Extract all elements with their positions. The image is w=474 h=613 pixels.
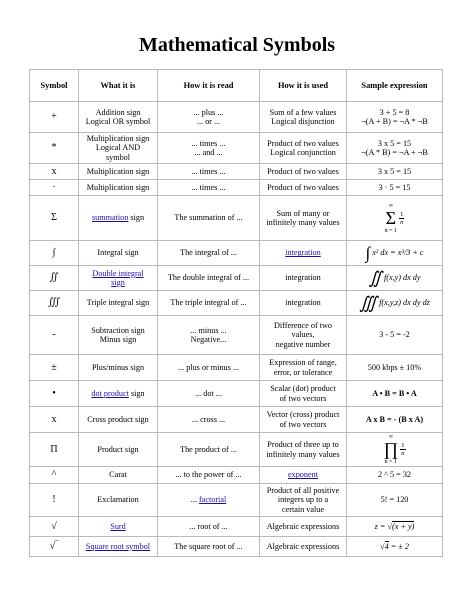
what-line: Multiplication sign	[86, 166, 150, 176]
read-line: Negative...	[190, 335, 227, 344]
what-cell	[79, 164, 158, 180]
used-line: Product of two values	[267, 166, 339, 176]
read-cell	[158, 407, 260, 433]
radicand: (x + y)	[391, 521, 415, 531]
what-cell	[79, 266, 158, 291]
what-line: Cross product sign	[87, 414, 149, 424]
table-row	[30, 266, 443, 291]
table-row	[30, 517, 443, 537]
read-cell	[158, 433, 260, 467]
read-line: ... times ...	[191, 166, 226, 176]
used-line: Product of two values	[267, 138, 339, 148]
symbol-cell: •	[30, 381, 79, 407]
used-line: Logical conjunction	[270, 148, 336, 157]
sample-line: 3 - 5 = -2	[379, 330, 410, 340]
used-line: of two vectors	[279, 393, 327, 403]
table-row	[30, 381, 443, 407]
what-cell	[79, 407, 158, 433]
used-line: negative number	[275, 339, 331, 349]
page-title: Mathematical Symbols	[138, 34, 336, 56]
sample-cell	[347, 381, 443, 407]
sample-cell	[347, 133, 443, 164]
what-cell	[79, 517, 158, 537]
used-cell	[260, 196, 347, 241]
header-read: How it is read	[158, 70, 260, 102]
sample-line: 3 x 5 = 15	[377, 166, 412, 176]
table-body	[30, 102, 443, 557]
read-cell	[158, 133, 260, 164]
read-cell	[158, 241, 260, 266]
what-rest: sign	[128, 388, 145, 398]
read-line: ... times ...	[191, 138, 226, 148]
sample-cell	[347, 180, 443, 196]
used-line: Expression of range,	[269, 358, 337, 368]
read-cell	[158, 180, 260, 196]
sample-cell	[347, 291, 443, 316]
sample-cell	[347, 196, 443, 241]
table-row	[30, 291, 443, 316]
radicand: 4	[384, 541, 389, 551]
fraction	[399, 211, 404, 226]
integral-operator: ∫	[365, 243, 371, 263]
read-line: ... dot ...	[195, 388, 222, 398]
what-cell	[79, 196, 158, 241]
what-cell	[79, 291, 158, 316]
sample-cell	[347, 241, 443, 266]
used-line: Sum of a few values	[269, 107, 337, 117]
read-line: ... cross ...	[191, 414, 226, 424]
read-line: ... to the power of ...	[175, 470, 242, 480]
operator-symbol: Σ	[385, 207, 397, 228]
symbol-cell: *	[30, 133, 79, 164]
surd-lhs: z =	[374, 521, 388, 531]
what-line: Multiplication sign	[86, 133, 150, 143]
sample-cell	[347, 407, 443, 433]
used-line: integration	[285, 298, 321, 308]
symbols-table	[29, 69, 443, 557]
table-row	[30, 407, 443, 433]
sample-line: ¬(A + B) = ¬A * ¬B	[361, 117, 428, 126]
used-line: Product of three up to	[267, 440, 339, 450]
used-line: error, or tolerance	[273, 367, 333, 377]
used-cell	[260, 241, 347, 266]
used-line: Algebraic expressions	[266, 521, 340, 531]
big-operator	[385, 202, 397, 235]
read-cell	[158, 291, 260, 316]
sample-cell	[347, 433, 443, 467]
read-line: The integral of ...	[180, 248, 237, 258]
sample-line: 2 ^ 5 = 32	[377, 470, 412, 480]
used-cell	[260, 467, 347, 484]
read-line: ... times ...	[191, 182, 226, 192]
read-cell	[158, 381, 260, 407]
sample-cell	[347, 517, 443, 537]
sample-line: 3 · 5 = 15	[378, 182, 411, 192]
used-line: Vector (cross) product	[266, 410, 340, 420]
read-link[interactable]: factorial	[198, 495, 227, 505]
read-line: The double integral of ...	[167, 273, 250, 283]
sample-line: 3 x 5 = 15	[377, 138, 412, 148]
what-cell	[79, 241, 158, 266]
what-rest: sign	[128, 213, 145, 223]
read-line: ... plus ...	[193, 107, 224, 117]
used-line: Logical disjunction	[271, 117, 335, 126]
used-line: infinitely many values	[266, 449, 340, 459]
read-cell	[158, 467, 260, 484]
header-what: What it is	[79, 70, 158, 102]
read-cell	[158, 537, 260, 557]
symbol-cell: √‾	[30, 537, 79, 557]
used-link[interactable]: exponent	[287, 470, 318, 480]
header-row	[30, 70, 443, 102]
big-operator	[383, 433, 398, 466]
symbol-cell: ∫	[30, 241, 79, 266]
read-line: ... root of ...	[189, 521, 228, 531]
sample-cell	[347, 164, 443, 180]
what-line: Plus/minus sign	[91, 362, 145, 372]
what-cell	[79, 537, 158, 557]
what-line: Addition sign	[95, 107, 141, 117]
integral-expression: f(x,y,z) dx dy dz	[377, 298, 430, 308]
used-cell	[260, 355, 347, 381]
used-line: values,	[291, 330, 315, 340]
used-cell	[260, 484, 347, 517]
table-row	[30, 180, 443, 196]
what-link[interactable]: Surd	[110, 521, 126, 531]
sample-line: 5! = 120	[380, 495, 409, 505]
symbol-cell: -	[30, 316, 79, 355]
sample-cell	[347, 537, 443, 557]
used-cell	[260, 537, 347, 557]
used-cell	[260, 433, 347, 467]
used-cell	[260, 133, 347, 164]
table-row	[30, 133, 443, 164]
lower-limit: n = 1	[384, 459, 398, 465]
symbol-cell: ±	[30, 355, 79, 381]
read-cell	[158, 355, 260, 381]
what-link[interactable]: Square root symbol	[85, 541, 151, 551]
used-cell	[260, 316, 347, 355]
read-cell	[158, 484, 260, 517]
used-line: Product of all positive	[266, 485, 340, 495]
header-symbol: Symbol	[30, 70, 79, 102]
read-cell	[158, 266, 260, 291]
what-line: Integral sign	[97, 248, 139, 258]
what-cell	[79, 355, 158, 381]
table-row	[30, 355, 443, 381]
what-link[interactable]: summation	[91, 213, 129, 223]
sample-cell	[347, 266, 443, 291]
read-pre: ...	[190, 495, 199, 505]
symbol-cell: !	[30, 484, 79, 517]
read-cell	[158, 164, 260, 180]
sample-cell	[347, 484, 443, 517]
read-cell	[158, 196, 260, 241]
what-line: Exclamation	[97, 495, 139, 505]
what-line: Logical OR symbol	[85, 117, 151, 126]
what-cell	[79, 433, 158, 467]
radical-sign: √	[387, 521, 392, 531]
sqrt-result: = ± 2	[388, 541, 409, 551]
table-row	[30, 433, 443, 467]
radical-sign: √	[380, 541, 385, 551]
table-row	[30, 484, 443, 517]
read-cell	[158, 517, 260, 537]
denominator: n	[400, 218, 404, 226]
symbol-cell: ∬	[30, 266, 79, 291]
sample-cell	[347, 102, 443, 133]
what-cell	[79, 467, 158, 484]
what-cell	[79, 381, 158, 407]
used-cell	[260, 381, 347, 407]
table-row	[30, 164, 443, 180]
read-line: ... plus or minus ...	[178, 362, 239, 372]
read-cell	[158, 102, 260, 133]
symbol-cell: ∭	[30, 291, 79, 316]
sample-line: 3 + 5 = 8	[379, 107, 410, 117]
table-row	[30, 467, 443, 484]
header-used: How it is used	[260, 70, 347, 102]
sample-bold: A x B = - (B x A)	[365, 414, 424, 424]
used-cell	[260, 291, 347, 316]
read-line: ... and ...	[194, 148, 223, 157]
symbol-cell: Σ	[30, 196, 79, 241]
read-cell	[158, 316, 260, 355]
used-line: infinitely many values	[266, 218, 340, 227]
table-row	[30, 241, 443, 266]
used-cell	[260, 407, 347, 433]
what-line: Product sign	[97, 444, 139, 454]
integral-operator: ∭	[359, 293, 378, 313]
numerator: 1	[400, 210, 404, 218]
used-cell	[260, 517, 347, 537]
used-line: Difference of two	[273, 320, 333, 330]
used-cell	[260, 102, 347, 133]
sample-cell	[347, 316, 443, 355]
what-link[interactable]: sign	[111, 278, 125, 287]
used-line: Algebraic expressions	[266, 541, 340, 551]
what-line: Carat	[109, 470, 127, 480]
used-line: integers up to a	[277, 495, 329, 505]
read-line: ... or ...	[196, 117, 221, 126]
what-link[interactable]: Double integral	[92, 268, 144, 278]
symbol-cell: +	[30, 102, 79, 133]
used-line: integration	[285, 273, 321, 283]
sample-bold: A • B = B • A	[372, 388, 417, 398]
read-line: The product of ...	[180, 444, 237, 454]
symbol-cell: ·	[30, 180, 79, 196]
what-cell	[79, 316, 158, 355]
what-line: Minus sign	[99, 335, 137, 344]
what-link[interactable]: dot product	[91, 388, 129, 398]
what-cell	[79, 484, 158, 517]
lower-limit: n = 1	[384, 227, 398, 234]
what-cell	[79, 133, 158, 164]
table-row	[30, 102, 443, 133]
table-row	[30, 196, 443, 241]
header-sample: Sample expression	[347, 70, 443, 102]
sample-line: ¬(A * B) = ¬A + ¬B	[361, 148, 428, 157]
symbol-cell: Π	[30, 433, 79, 467]
what-line: Subtraction sign	[91, 325, 145, 335]
operator-symbol: ∏	[383, 439, 399, 459]
what-line: symbol	[105, 152, 131, 162]
symbol-cell: ^	[30, 467, 79, 484]
upper-limit: ∞	[388, 434, 393, 440]
symbol-cell: √	[30, 517, 79, 537]
fraction	[400, 442, 405, 457]
numerator: 1	[401, 442, 405, 449]
used-line: certain value	[281, 504, 325, 514]
read-line: ... minus ...	[190, 325, 227, 335]
table-row	[30, 537, 443, 557]
what-line: Triple integral sign	[86, 298, 150, 308]
symbol-cell: x	[30, 164, 79, 180]
upper-limit: ∞	[388, 202, 393, 209]
used-line: Sum of many or	[276, 208, 330, 218]
used-cell	[260, 180, 347, 196]
used-line: Scalar (dot) product	[270, 384, 336, 394]
integral-operator: ∬	[368, 268, 382, 288]
read-line: The triple integral of ...	[170, 298, 247, 308]
used-link[interactable]: integration	[285, 248, 321, 258]
read-line: The square root of ...	[174, 541, 243, 551]
denominator: n	[401, 450, 405, 457]
table-row	[30, 316, 443, 355]
integral-expression: x² dx = x³/3 + c	[370, 248, 424, 258]
used-cell	[260, 164, 347, 180]
read-line: The summation of ...	[174, 213, 243, 223]
what-cell	[79, 102, 158, 133]
sample-cell	[347, 355, 443, 381]
used-line: of two vectors	[279, 419, 327, 429]
symbol-cell: x	[30, 407, 79, 433]
what-cell	[79, 180, 158, 196]
sample-line: 500 kbps ± 10%	[367, 362, 422, 372]
sample-cell	[347, 467, 443, 484]
used-cell	[260, 266, 347, 291]
what-line: Logical AND	[95, 143, 141, 153]
what-line: Multiplication sign	[86, 182, 150, 192]
integral-expression: f(x,y) dx dy	[381, 273, 421, 283]
used-line: Product of two values	[267, 182, 339, 192]
